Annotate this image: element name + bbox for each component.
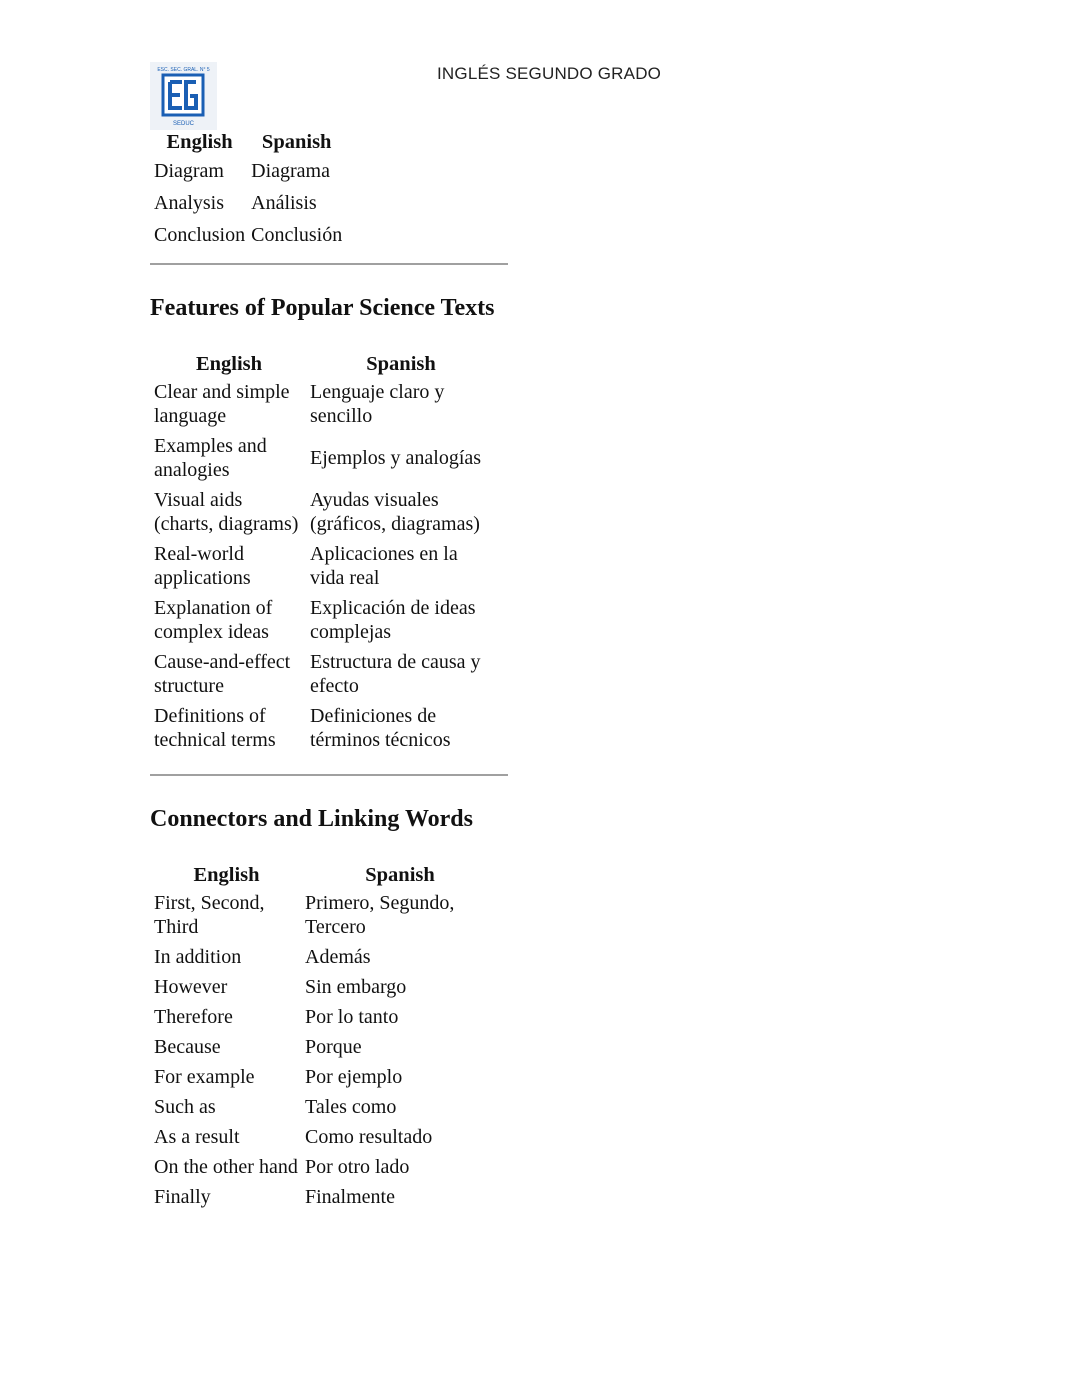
spanish-term: Aplicaciones en la vida real xyxy=(310,543,458,589)
english-term: Conclusion xyxy=(154,224,246,246)
spanish-term: Definiciones de términos técnicos xyxy=(310,705,451,751)
column-header-english: English xyxy=(193,864,260,886)
page-header-title: INGLÉS SEGUNDO GRADO xyxy=(437,64,662,83)
table-row xyxy=(152,220,344,250)
english-term: In addition xyxy=(154,946,242,968)
connectors-table xyxy=(150,861,499,1213)
spanish-term: Finalmente xyxy=(305,1186,395,1208)
spanish-term: Diagrama xyxy=(251,160,330,182)
spanish-term: Por ejemplo xyxy=(305,1066,403,1088)
english-term: For example xyxy=(154,1066,255,1088)
english-term: Because xyxy=(154,1036,221,1058)
school-logo xyxy=(150,62,217,130)
column-header-spanish: Spanish xyxy=(366,353,436,375)
table-row xyxy=(152,540,494,592)
vocabulary-table xyxy=(150,128,346,252)
spanish-term: Explicación de ideas complejas xyxy=(310,597,476,643)
table-row xyxy=(152,973,497,1001)
spanish-term: Además xyxy=(305,946,371,968)
english-term: As a result xyxy=(154,1126,240,1148)
spanish-term: Ejemplos y analogías xyxy=(310,447,482,469)
features-section-title: Features of Popular Science Texts xyxy=(150,295,495,321)
spanish-term: Tales como xyxy=(305,1096,397,1118)
english-term: Explanation of complex ideas xyxy=(154,597,273,643)
english-term: On the other hand xyxy=(154,1156,298,1178)
english-term: Finally xyxy=(154,1186,211,1208)
english-term: Real-world applications xyxy=(154,543,251,589)
english-term: Such as xyxy=(154,1096,216,1118)
table-row xyxy=(152,156,344,186)
table-row xyxy=(152,1123,497,1151)
english-term: Analysis xyxy=(154,192,224,214)
table-row xyxy=(152,432,494,484)
table-row xyxy=(152,1153,497,1181)
english-term: Examples and analogies xyxy=(154,435,267,481)
connectors-section-title: Connectors and Linking Words xyxy=(150,806,473,832)
table-row xyxy=(152,378,494,430)
column-header-spanish: Spanish xyxy=(261,131,332,153)
table-row xyxy=(152,889,497,941)
spanish-term: Como resultado xyxy=(305,1126,433,1148)
section-divider xyxy=(150,263,508,265)
column-header-english: English xyxy=(195,353,263,375)
spanish-term: Por otro lado xyxy=(305,1156,410,1178)
column-header-english: English xyxy=(166,131,233,153)
table-row xyxy=(152,1093,497,1121)
english-term: Clear and simple language xyxy=(154,381,290,427)
english-term: Visual aids (charts, diagrams) xyxy=(154,489,299,535)
features-table xyxy=(150,350,496,756)
spanish-term: Conclusión xyxy=(251,224,343,246)
table-row xyxy=(152,1003,497,1031)
english-term: Definitions of technical terms xyxy=(154,705,276,751)
table-row xyxy=(152,943,497,971)
table-row xyxy=(152,648,494,700)
table-row xyxy=(152,1033,497,1061)
spanish-term: Sin embargo xyxy=(305,976,407,998)
spanish-term: Primero, Segundo, Tercero xyxy=(305,892,455,938)
spanish-term: Por lo tanto xyxy=(305,1006,399,1028)
spanish-term: Ayudas visuales (gráficos, diagramas) xyxy=(310,489,480,535)
table-row xyxy=(152,702,494,754)
english-term: Diagram xyxy=(154,160,224,182)
spanish-term: Análisis xyxy=(251,192,317,214)
column-header-spanish: Spanish xyxy=(365,864,435,886)
spanish-term: Porque xyxy=(305,1036,362,1058)
logo-bottom-text: SEDUC xyxy=(172,121,195,127)
english-term: Therefore xyxy=(154,1006,233,1028)
section-divider xyxy=(150,774,508,776)
table-row xyxy=(152,1063,497,1091)
table-row xyxy=(152,1183,497,1211)
table-row xyxy=(152,594,494,646)
table-row xyxy=(152,188,344,218)
english-term: Cause-and-effect structure xyxy=(154,651,291,697)
spanish-term: Estructura de causa y efecto xyxy=(310,651,481,697)
table-row xyxy=(152,486,494,538)
english-term: However xyxy=(154,976,228,998)
english-term: First, Second, Third xyxy=(154,892,265,938)
spanish-term: Lenguaje claro y sencillo xyxy=(310,381,445,427)
logo-top-text: ESC. SEC. GRAL. N° 5 xyxy=(157,67,210,73)
